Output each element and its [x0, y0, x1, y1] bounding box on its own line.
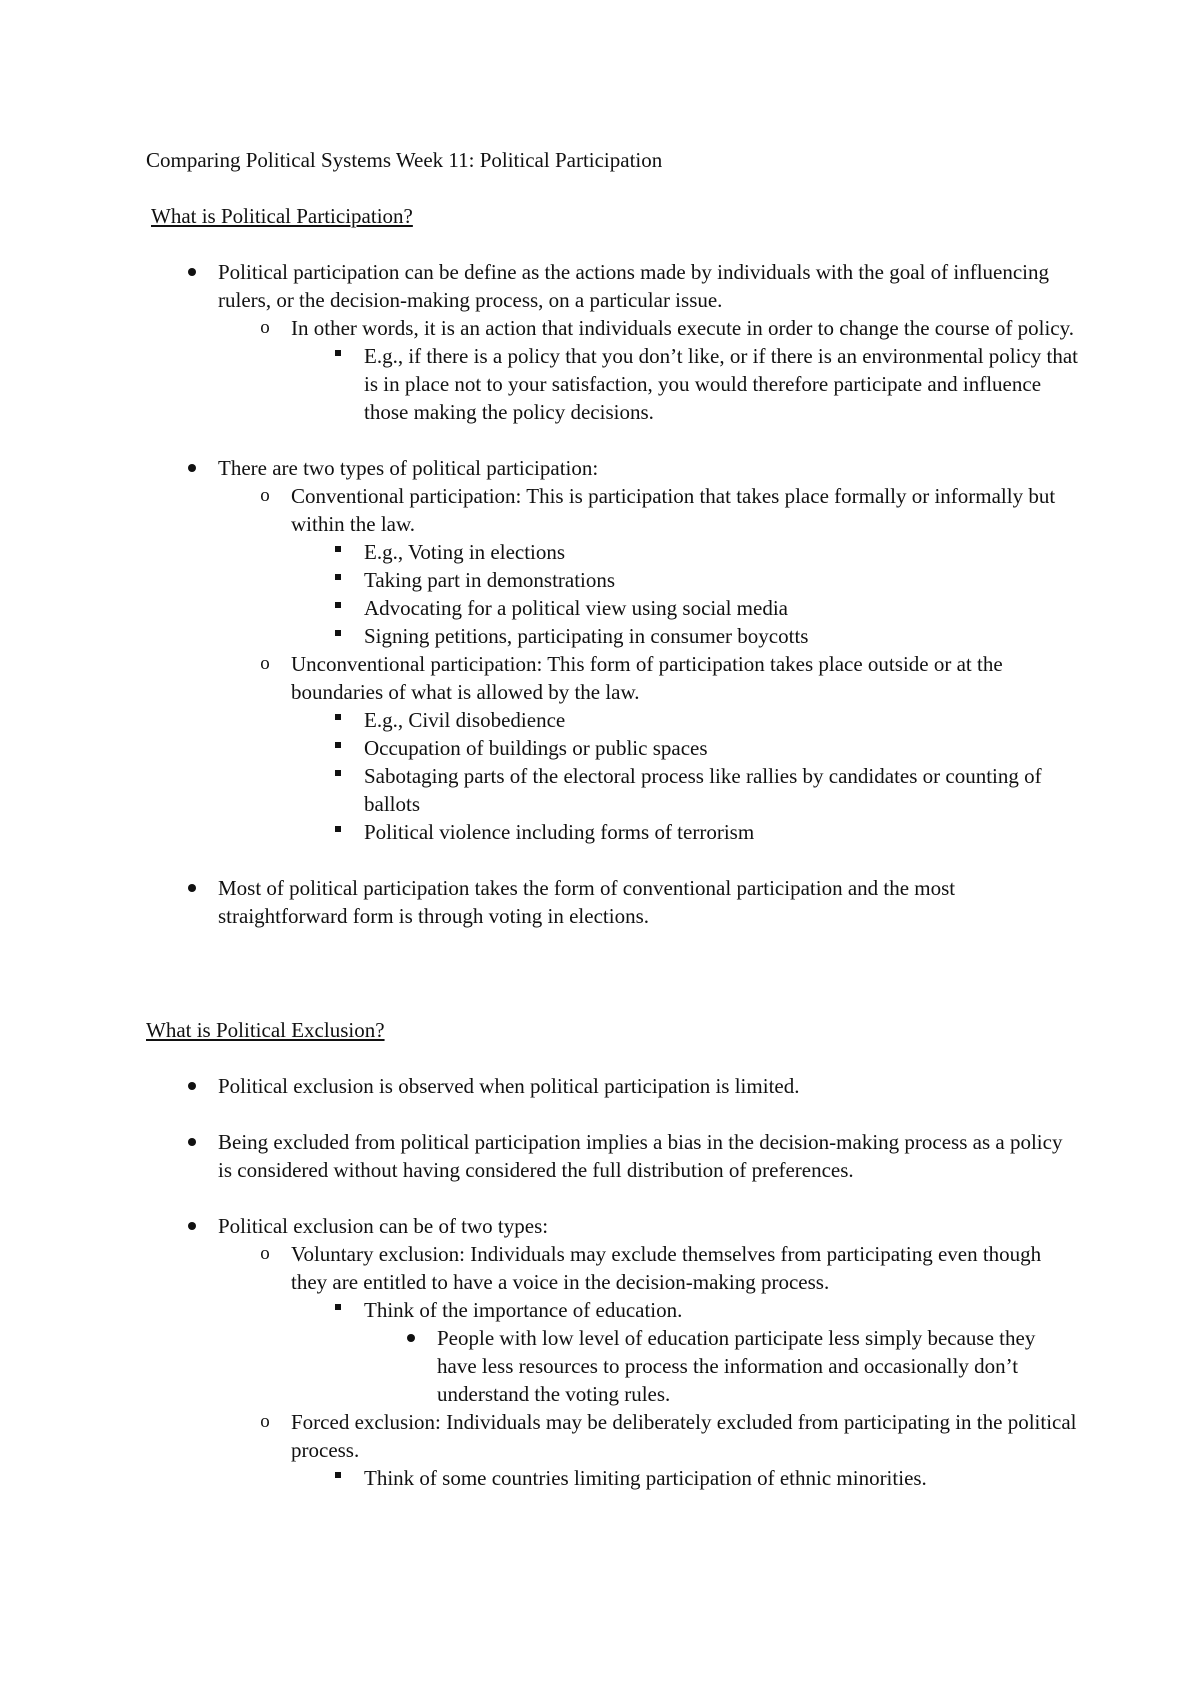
- participation-list: [218, 258, 1078, 930]
- list-item: Advocating for a political view using social media: [364, 594, 1078, 622]
- list-item: People with low level of education participate less simply because they have less resources to process the information and occasionally don’t understand the voting rules.: [437, 1324, 1078, 1408]
- bullet-disc-icon: [182, 1212, 202, 1230]
- list-item: o Forced exclusion: Individuals may be deliberately excluded from participating in the political process. Think of some countries limiting participation of ethnic minorities.: [291, 1408, 1078, 1492]
- sub-list: [260, 482, 1078, 846]
- section-heading-participation: What is Political Participation?: [151, 204, 413, 228]
- bullet-circle-icon: o: [260, 485, 270, 506]
- list-item: There are two types of political participation: o Conventional participation: This is participation that takes place formally or informally but within the law. E.g., Voting in elections Taking part in demonstrations Advocating for a political view using social media Signing petitions, participating in consumer boycotts o Unconventional participation: This form of participation takes place outside or at the boundaries of what is allowed by the law. E.g., Civil disobedience Occupation of buildings or public spaces Sabotaging parts of the electoral process like rallies by candidates or counting of ballots Political violence including forms of terrorism: [218, 454, 1078, 846]
- list-item: Taking part in demonstrations: [364, 566, 1078, 594]
- bullet-square-icon: [328, 734, 348, 748]
- bullet-square-icon: [328, 566, 348, 580]
- sub-list: [364, 706, 1078, 846]
- document-title: Comparing Political Systems Week 11: Political Participation: [146, 148, 663, 172]
- list-item: Political participation can be define as the actions made by individuals with the goal of influencing rulers, or the decision-making process, on a particular issue. o In other words, it is an action that individuals execute in order to change the course of policy. E.g., if there is a policy that you don’t like, or if there is an environmental policy that is in place not to your satisfaction, you would therefore participate and influence those making the policy decisions.: [218, 258, 1078, 426]
- list-item: Signing petitions, participating in consumer boycotts: [364, 622, 1078, 650]
- sub-list: [364, 538, 1078, 650]
- list-item: o In other words, it is an action that individuals execute in order to change the course of policy. E.g., if there is a policy that you don’t like, or if there is an environmental policy that is in place not to your satisfaction, you would therefore participate and influence those making the policy decisions.: [291, 314, 1078, 426]
- bullet-square-icon: [328, 622, 348, 636]
- bullet-circle-icon: o: [260, 653, 270, 674]
- bullet-square-icon: [328, 1296, 348, 1310]
- list-item: Think of the importance of education. People with low level of education participate less simply because they have less resources to process the information and occasionally don’t understand the voting rules.: [364, 1296, 1078, 1408]
- list-item: Political exclusion is observed when political participation is limited.: [218, 1072, 1078, 1100]
- list-item: E.g., if there is a policy that you don’t like, or if there is an environmental policy that is in place not to your satisfaction, you would therefore participate and influence those making the policy decisions.: [364, 342, 1078, 426]
- bullet-circle-icon: o: [260, 1411, 270, 1432]
- bullet-disc-icon: [182, 1128, 202, 1146]
- bullet-disc-icon: [182, 258, 202, 276]
- bullet-square-icon: [328, 818, 348, 832]
- bullet-circle-icon: o: [260, 1243, 270, 1264]
- bullet-disc-icon: [182, 874, 202, 892]
- bullet-square-icon: [328, 1464, 348, 1478]
- sub-list: [260, 314, 1079, 426]
- sub-list: [437, 1324, 1078, 1408]
- bullet-square-icon: [328, 538, 348, 552]
- bullet-square-icon: [328, 342, 348, 356]
- exclusion-list: [218, 1072, 1078, 1492]
- list-item: o Voluntary exclusion: Individuals may exclude themselves from participating even though they are entitled to have a voice in the decision-making process. Think of the importance of education. People with low level of education participate less simply because they have less resources to process the information and occasionally don’t understand the voting rules.: [291, 1240, 1078, 1408]
- bullet-disc-icon: [182, 1072, 202, 1090]
- list-item: Political violence including forms of terrorism: [364, 818, 1078, 846]
- bullet-square-icon: [328, 762, 348, 776]
- list-item: Being excluded from political participation implies a bias in the decision-making process as a policy is considered without having considered the full distribution of preferences.: [218, 1128, 1078, 1184]
- section-heading-exclusion: What is Political Exclusion?: [146, 1018, 385, 1042]
- sub-list: [364, 1464, 1078, 1492]
- list-item: Most of political participation takes the form of conventional participation and the most straightforward form is through voting in elections.: [218, 874, 1078, 930]
- list-item: o Unconventional participation: This form of participation takes place outside or at the boundaries of what is allowed by the law. E.g., Civil disobedience Occupation of buildings or public spaces Sabotaging parts of the electoral process like rallies by candidates or counting of ballots Political violence including forms of terrorism: [291, 650, 1078, 846]
- list-item: o Conventional participation: This is participation that takes place formally or informally but within the law. E.g., Voting in elections Taking part in demonstrations Advocating for a political view using social media Signing petitions, participating in consumer boycotts: [291, 482, 1078, 650]
- sub-list: [364, 342, 1078, 426]
- bullet-square-icon: [328, 594, 348, 608]
- list-item: E.g., Civil disobedience: [364, 706, 1078, 734]
- bullet-disc-icon: [182, 454, 202, 472]
- bullet-square-icon: [328, 706, 348, 720]
- sub-list: [260, 1240, 1078, 1492]
- bullet-disc-icon: [401, 1324, 421, 1342]
- list-item: Occupation of buildings or public spaces: [364, 734, 1078, 762]
- list-item: Political exclusion can be of two types: o Voluntary exclusion: Individuals may exclude themselves from participating even though they are entitled to have a voice in the decision-making process. Think of the importance of education. People with low level of education participate less simply because they have less resources to process the information and occasionally don’t understand the voting rules. o Forced exclusion: Individuals may be deliberately excluded from participating in the political process. Think of some countries limiting participation of ethnic minorities.: [218, 1212, 1078, 1492]
- list-item: E.g., Voting in elections: [364, 538, 1078, 566]
- list-item: Sabotaging parts of the electoral process like rallies by candidates or counting of ballots: [364, 762, 1078, 818]
- list-item: Think of some countries limiting participation of ethnic minorities.: [364, 1464, 1078, 1492]
- bullet-circle-icon: o: [260, 317, 270, 338]
- sub-list: [364, 1296, 1078, 1408]
